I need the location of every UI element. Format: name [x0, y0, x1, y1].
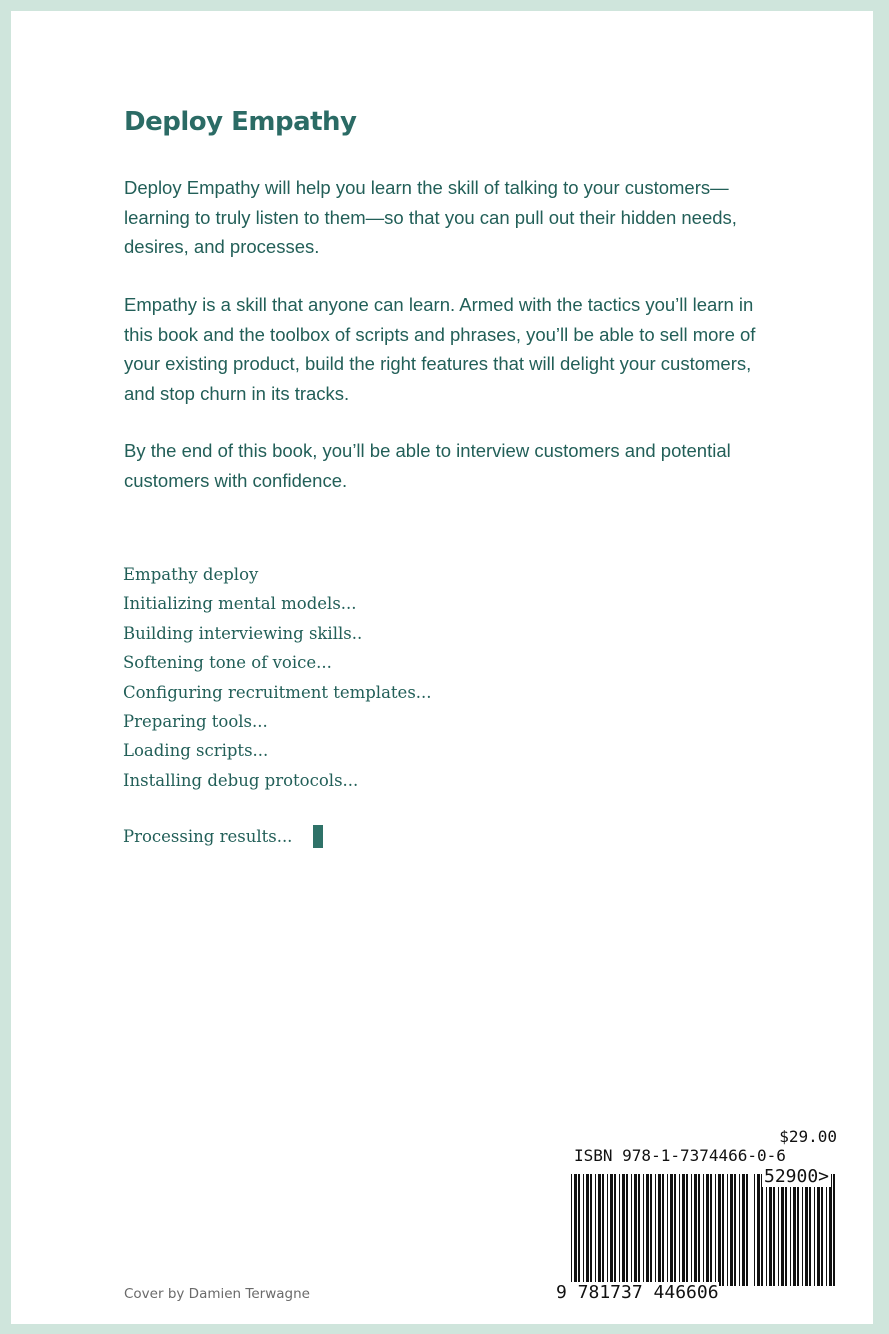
barcode-bar: [674, 1174, 676, 1286]
cover-credit: Cover by Damien Terwagne: [124, 1286, 310, 1302]
barcode-bar: [638, 1174, 640, 1286]
price-label: $29.00: [779, 1127, 837, 1146]
barcode-bar: [578, 1174, 580, 1286]
barcode-bar: [715, 1174, 716, 1286]
barcode-bar: [667, 1174, 668, 1286]
barcode-bar: [829, 1174, 832, 1286]
barcode-bar: [571, 1174, 572, 1286]
barcode-bar: [619, 1174, 620, 1286]
log-line: Initializing mental models...: [123, 594, 357, 614]
barcode-bar: [766, 1174, 767, 1286]
barcode-bar: [781, 1174, 784, 1286]
barcode-bar: [742, 1174, 745, 1286]
barcode-bar: [622, 1174, 625, 1286]
barcode-bar: [821, 1174, 823, 1286]
barcode-bar: [583, 1174, 584, 1286]
barcode-bar: [778, 1174, 779, 1286]
barcode-bar: [658, 1174, 661, 1286]
barcode-bar: [718, 1174, 721, 1286]
price-addon-barcode: [754, 1174, 838, 1286]
barcode-bar: [586, 1174, 589, 1286]
barcode-bar: [833, 1174, 835, 1286]
barcode-bar: [595, 1174, 596, 1286]
barcode-bar: [670, 1174, 673, 1286]
barcode-bar: [757, 1174, 760, 1286]
barcode-bar: [590, 1174, 592, 1286]
log-line: Building interviewing skills..: [123, 623, 363, 643]
barcode-bar: [694, 1174, 697, 1286]
barcode-bar: [610, 1174, 613, 1286]
barcode-bar: [607, 1174, 608, 1286]
barcode-bar: [655, 1174, 656, 1286]
deploy-log: [123, 560, 432, 795]
barcode-bar: [626, 1174, 628, 1286]
barcode-bar: [691, 1174, 692, 1286]
isbn-barcode: [571, 1174, 751, 1286]
log-line: Empathy deploy: [123, 565, 259, 584]
barcode-bar: [710, 1174, 712, 1286]
barcode-bar: [602, 1174, 604, 1286]
barcode-bar: [785, 1174, 787, 1286]
barcode-bar: [634, 1174, 637, 1286]
barcode-bar: [746, 1174, 748, 1286]
barcode-bar: [706, 1174, 709, 1286]
barcode-bar: [598, 1174, 601, 1286]
barcode-bar: [761, 1174, 763, 1286]
barcode-bar: [646, 1174, 649, 1286]
barcode-bar: [682, 1174, 685, 1286]
isbn-label: ISBN 978-1-7374466-0-6: [574, 1146, 786, 1165]
barcode-bar: [722, 1174, 724, 1286]
barcode-bar: [814, 1174, 815, 1286]
barcode-bar: [790, 1174, 791, 1286]
barcode-bar: [769, 1174, 772, 1286]
terminal-cursor: [313, 825, 323, 848]
ean-digits: 9 781737 446606: [556, 1282, 719, 1303]
back-cover: [11, 11, 873, 1324]
barcode-bar: [817, 1174, 820, 1286]
barcode-bar: [703, 1174, 704, 1286]
barcode-bar: [773, 1174, 775, 1286]
processing-line: Processing results...: [123, 827, 293, 846]
barcode-bar: [730, 1174, 733, 1286]
log-line: Loading scripts...: [123, 741, 269, 761]
barcode-bar: [797, 1174, 799, 1286]
barcode-bar: [662, 1174, 664, 1286]
barcode-bar: [802, 1174, 803, 1286]
addon-digits: 52900>: [764, 1166, 830, 1187]
barcode-bar: [698, 1174, 700, 1286]
log-line: Installing debug protocols...: [123, 770, 359, 790]
barcode-bar: [686, 1174, 688, 1286]
barcode-bar: [650, 1174, 652, 1286]
barcode-bar: [809, 1174, 811, 1286]
barcode-bar: [679, 1174, 680, 1286]
description-paragraph-2: Empathy is a skill that anyone can learn. Armed with the tactics you’ll learn in this book and the toolbox of scripts and phrases, you’ll be able to sell more of your existing product, build the right features that will delight your customers, and stop churn in its tracks.: [124, 294, 756, 404]
barcode-bar: [734, 1174, 736, 1286]
barcode-bar: [631, 1174, 632, 1286]
log-line: Configuring recruitment templates...: [123, 682, 432, 702]
barcode-bar: [727, 1174, 728, 1286]
log-line: Preparing tools...: [123, 712, 268, 732]
barcode-bar: [574, 1174, 577, 1286]
description-paragraph-1: Deploy Empathy will help you learn the skill of talking to your customers—learning to truly listen to them—so that you can pull out their hidden needs, desires, and processes.: [124, 177, 737, 257]
barcode-bar: [805, 1174, 808, 1286]
barcode-bar: [643, 1174, 644, 1286]
barcode-bar: [754, 1174, 755, 1286]
barcode-bar: [614, 1174, 616, 1286]
barcode-bar: [739, 1174, 740, 1286]
book-title: Deploy Empathy: [124, 107, 357, 137]
barcode-bar: [793, 1174, 796, 1286]
barcode-bar: [826, 1174, 827, 1286]
description-paragraph-3: By the end of this book, you’ll be able to interview customers and potential customers with confidence.: [124, 440, 731, 491]
log-line: Softening tone of voice...: [123, 653, 332, 673]
